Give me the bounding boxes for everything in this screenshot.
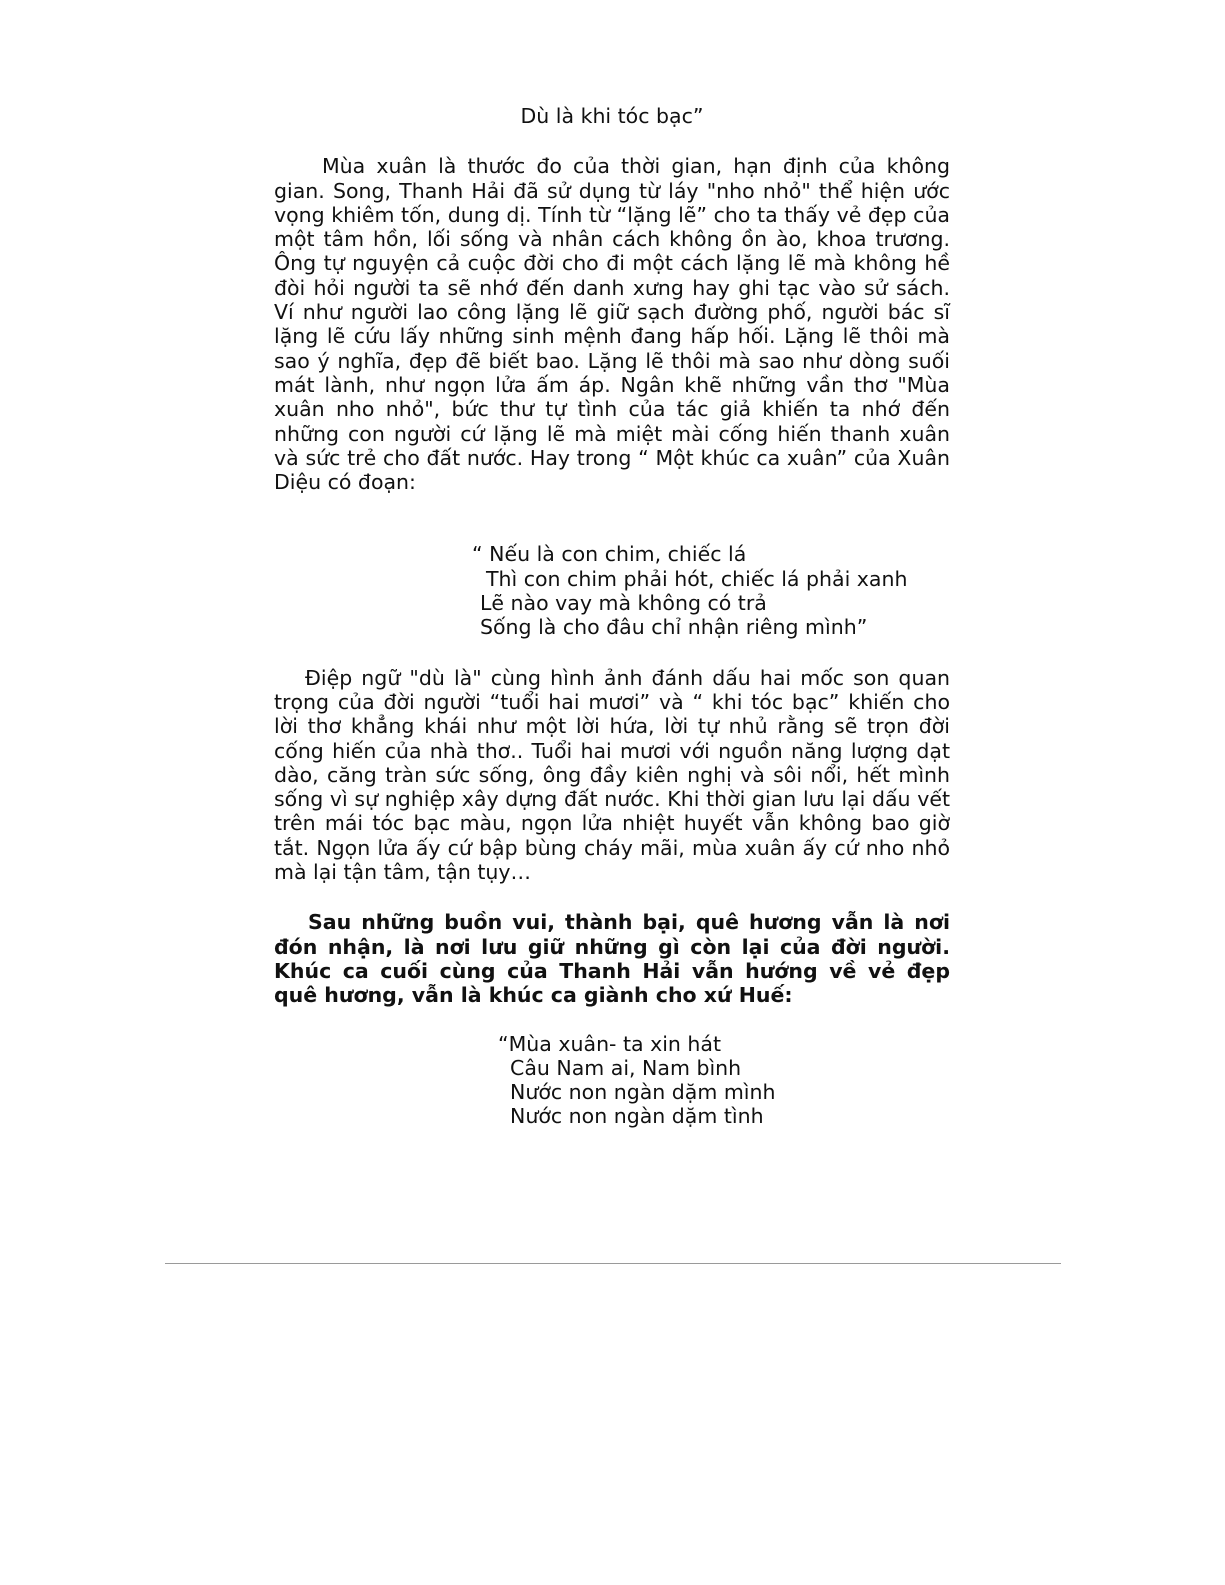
poem-line: “Mùa xuân- ta xin hát bbox=[498, 1031, 722, 1056]
poem-fragment-header: Dù là khi tóc bạc” bbox=[520, 104, 704, 128]
bold-paragraph: Sau những buồn vui, thành bại, quê hương vẫn là nơi đón nhận, là nơi lưu giữ những gì còn lại của đời người. Khúc ca cuối cùng của Thanh Hải vẫn hướng về vẻ đẹp quê hương, vẫn là khúc ca giành cho xứ Huế: bbox=[274, 910, 950, 1008]
poem-line: Câu Nam ai, Nam bình bbox=[510, 1055, 742, 1080]
poem-line: Nước non ngàn dặm mình bbox=[510, 1080, 776, 1105]
poem-line: Thì con chim phải hót, chiếc lá phải xanh bbox=[486, 566, 908, 591]
poem-line: “ Nếu là con chim, chiếc lá bbox=[472, 542, 747, 567]
poem-line: Lẽ nào vay mà không có trả bbox=[480, 591, 767, 616]
body-paragraph: Mùa xuân là thước đo của thời gian, hạn định của không gian. Song, Thanh Hải đã sử dụng từ láy "nho nhỏ" thể hiện ước vọng khiêm tốn, dung dị. Tính từ “lặng lẽ” cho ta thấy vẻ đẹp của một tâm hồn, lối sống và nhân cách không ồn ào, khoa trương. Ông tự nguyện cả cuộc đời cho đi một cách lặng lẽ mà không hề đòi hỏi người ta sẽ nhớ đến danh xưng hay ghi tạc vào sử sách. Ví như người lao công lặng lẽ giữ sạch đường phố, người bác sĩ lặng lẽ cứu lấy những sinh mệnh đang hấp hối. Lặng lẽ thôi mà sao ý nghĩa, đẹp đẽ biết bao. Lặng lẽ thôi mà sao như dòng suối mát lành, như ngọn lửa ấm áp. Ngân khẽ những vần thơ "Mùa xuân nho nhỏ", bức thư tự tình của tác giả khiến ta nhớ đến những con người cứ lặng lẽ mà miệt mài cống hiến thanh xuân và sức trẻ cho đất nước. Hay trong “ Một khúc ca xuân” của Xuân Diệu có đoạn: bbox=[274, 154, 950, 495]
document-page bbox=[274, 104, 950, 1129]
poem-quote-xuan-dieu bbox=[472, 542, 950, 639]
footer-divider bbox=[165, 1263, 1061, 1264]
body-paragraph: Điệp ngữ "dù là" cùng hình ảnh đánh dấu hai mốc son quan trọng của đời người “tuổi hai mươi” và “ khi tóc bạc” khiến cho lời thơ khẳng khái như một lời hứa, lời tự nhủ rằng sẽ trọn đời cống hiến của nhà thơ.. Tuổi hai mươi với nguồn năng lượng dạt dào, căng tràn sức sống, ông đầy kiên nghị và sôi nổi, hết mình sống vì sự nghiệp xây dựng đất nước. Khi thời gian lưu lại dấu vết trên mái tóc bạc màu, ngọn lửa nhiệt huyết vẫn không bao giờ tắt. Ngọn lửa ấy cứ bập bùng cháy mãi, mùa xuân ấy cứ nho nhỏ mà lại tận tâm, tận tụy… bbox=[274, 665, 950, 885]
poem-quote-thanh-hai bbox=[498, 1032, 950, 1129]
poem-line: Nước non ngàn dặm tình bbox=[510, 1104, 764, 1129]
poem-line: Sống là cho đâu chỉ nhận riêng mình” bbox=[480, 615, 868, 640]
